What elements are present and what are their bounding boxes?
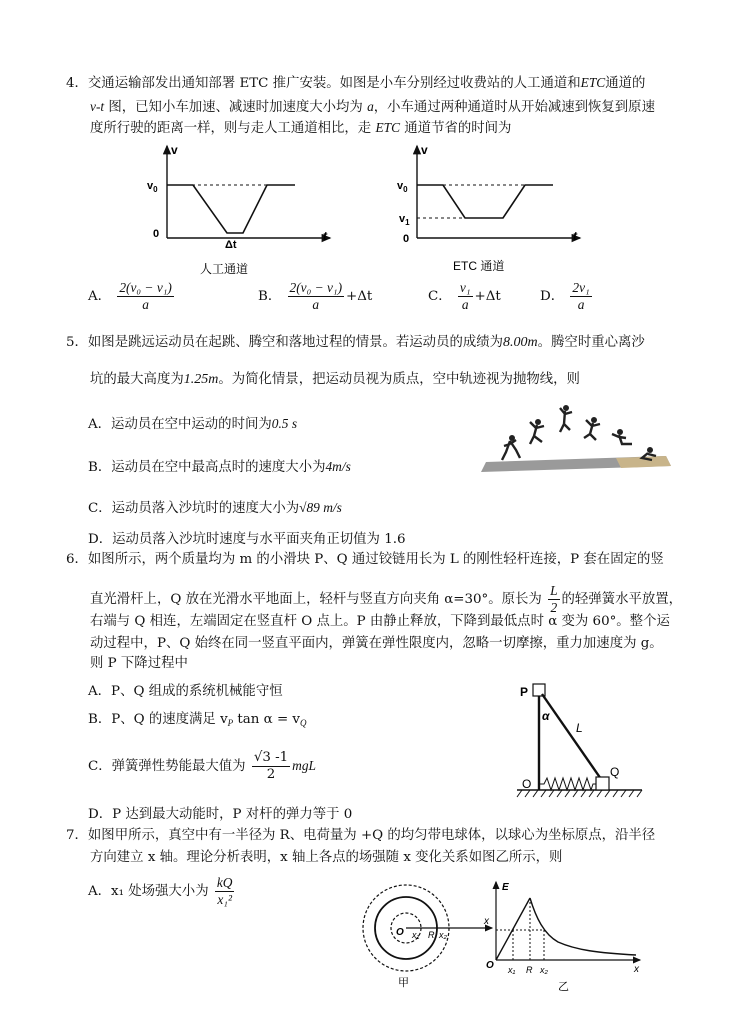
q4-g2-v-label: v bbox=[421, 143, 428, 157]
q5-option-a-text: A．运动员在空中运动的时间为 bbox=[88, 417, 272, 432]
q6-option-d-text: D．P 达到最大动能时，P 对杆的弹力等于 0 bbox=[88, 807, 353, 822]
q7-yi-label-x1: x₁ bbox=[508, 965, 516, 975]
q4-line3 bbox=[90, 118, 511, 139]
q6-text1: 如图所示，两个质量均为 m 的小滑块 P、Q 通过铰链用长为 L 的刚性轻杆连接，P 套在固定的竖 bbox=[87, 552, 664, 567]
q7-jia-label-o: O bbox=[396, 927, 404, 938]
q4-g2-curve bbox=[417, 185, 553, 218]
q6-option-c-text: C．弹簧弹性势能最大值为 bbox=[88, 759, 246, 774]
q7-jia-label-x2: x₂ bbox=[439, 930, 447, 940]
long-jump-illustration bbox=[476, 400, 676, 475]
q4-option-c-dt: +Δt bbox=[474, 289, 501, 304]
q5-text2: 坑的最大高度为 bbox=[90, 372, 184, 387]
q6-line1 bbox=[66, 550, 664, 570]
q5-option-d[interactable] bbox=[88, 528, 406, 547]
q4-g2-caption: ETC 通道 bbox=[453, 259, 505, 273]
q7-option-a-frac: $\frac{kQ}{\text{x₁²}}$ bbox=[216, 875, 233, 907]
q4-graph-manual bbox=[145, 140, 340, 280]
q4-g2-v1-label: $v_1$ bbox=[399, 213, 410, 227]
q4-g2-origin: 0 bbox=[403, 233, 410, 245]
q6-figure bbox=[512, 676, 647, 806]
q6-line5 bbox=[90, 654, 188, 674]
q7-text1: 如图甲所示，真空中有一半径为 R、电荷量为 +Q 的均匀带电球体，以球心为坐标原点，沿半径 bbox=[87, 828, 656, 843]
q4-text5: 通道节省的时间为 bbox=[400, 121, 512, 136]
q7-jia-label-x1: x₁ bbox=[412, 930, 420, 940]
q7-jia-caption: 甲 bbox=[398, 977, 409, 989]
q6-option-b-text: B．P、Q 的速度满足 v bbox=[88, 712, 228, 727]
q4-text3: ，小车通过两种通道时从开始减速到恢复到原速 bbox=[373, 100, 655, 115]
q5-option-a[interactable] bbox=[88, 413, 297, 432]
q4-option-a-label: A． bbox=[88, 289, 112, 304]
q4-etc: ETC bbox=[580, 75, 606, 90]
q6-label-o: O bbox=[522, 777, 532, 791]
q6-option-c-tail: mgL bbox=[292, 758, 316, 773]
q4-g1-origin: 0 bbox=[153, 228, 160, 240]
q6-label-p: P bbox=[520, 685, 529, 699]
q6-option-d[interactable] bbox=[88, 803, 352, 822]
q5-line2 bbox=[90, 370, 580, 390]
q7-option-a[interactable] bbox=[88, 875, 236, 908]
q4-g1-v0-label: $v_0$ bbox=[147, 180, 158, 194]
q5-text1: 如图是跳远运动员在起跳、腾空和落地过程的情景。若运动员的成绩为 bbox=[87, 335, 504, 350]
q4-line2 bbox=[90, 97, 655, 118]
q6-option-a[interactable] bbox=[88, 680, 283, 699]
q6-half-l-frac: $\frac{L}{2}$ bbox=[550, 583, 558, 615]
q7-yi-caption: 乙 bbox=[558, 981, 569, 993]
q4-option-c[interactable] bbox=[428, 280, 501, 313]
q4-option-b-dt: +Δt bbox=[346, 289, 373, 304]
q6-line4 bbox=[90, 634, 663, 654]
q4-number: 4． bbox=[66, 76, 88, 91]
q5-option-b-value: 4m/s bbox=[325, 459, 351, 474]
q4-option-d-frac: $\frac{\text{2v₁}}{a}$ bbox=[572, 280, 590, 312]
q4-text4: 度所行驶的距离一样，则与走人工通道相比，走 bbox=[90, 121, 376, 136]
jumper-silhouettes bbox=[502, 405, 656, 460]
q5-height: 1.25m bbox=[183, 372, 219, 387]
q6-option-c[interactable] bbox=[88, 750, 316, 783]
q6-text2: 直光滑杆上，Q 放在光滑水平地面上，轻杆与竖直方向夹角 α=30°。原长为 bbox=[90, 592, 542, 607]
q4-option-b-frac: $\frac{\text{2(v₀ − v₁)}}{a}$ bbox=[289, 280, 343, 312]
q5-option-c-text: C．运动员落入沙坑时的速度大小为 bbox=[88, 501, 300, 516]
q4-option-d-label: D． bbox=[540, 289, 565, 304]
q4-text: 交通运输部发出通知部署 ETC 推广安装。如图是小车分别经过收费站的人工通道和 bbox=[87, 76, 581, 91]
q4-vt: v-t bbox=[90, 99, 105, 114]
q5-text2b: 。为简化情景，把运动员视为质点，空中轨迹视为抛物线，则 bbox=[218, 372, 580, 387]
q6-block-q bbox=[596, 777, 609, 790]
q4-g2-t-label: t bbox=[573, 229, 577, 243]
q7-line2 bbox=[90, 848, 562, 868]
q4-option-b-label: B． bbox=[258, 289, 282, 304]
q4-option-c-frac: $\frac{\text{v₁}}{a}$ bbox=[459, 280, 471, 312]
q6-spring bbox=[540, 778, 596, 790]
q7-yi-label-x: x bbox=[634, 964, 639, 975]
q5-line1 bbox=[66, 333, 645, 353]
q4-g1-caption: 人工通道 bbox=[200, 262, 249, 276]
q5-option-c[interactable] bbox=[88, 497, 342, 516]
q4-g1-curve bbox=[167, 185, 295, 233]
q4-option-a[interactable] bbox=[88, 280, 176, 313]
q4-text-b: 通道的 bbox=[605, 76, 646, 91]
q4-option-d[interactable] bbox=[540, 280, 594, 313]
q4-option-c-label: C． bbox=[428, 289, 452, 304]
q5-option-d-text: D．运动员落入沙坑时速度与水平面夹角正切值为 1.6 bbox=[88, 532, 406, 547]
q4-etc2: ETC bbox=[375, 120, 401, 135]
q7-text2: 方向建立 x 轴。理论分析表明，x 轴上各点的场强随 x 变化关系如图乙所示，则 bbox=[90, 850, 563, 865]
q7-yi-label-r: R bbox=[526, 965, 533, 975]
q4-line1 bbox=[66, 73, 645, 94]
q6-text5: 则 P 下降过程中 bbox=[90, 656, 188, 671]
q6-text3: 右端与 Q 相连，左端固定在竖直杆 O 点上。P 由静止释放，下降到最低点时 α 变为 60°。整个运 bbox=[90, 614, 670, 629]
q5-option-a-value: 0.5 s bbox=[271, 416, 298, 431]
q6-text2b: 的轻弹簧水平放置， bbox=[561, 592, 683, 607]
q6-option-b[interactable] bbox=[88, 708, 306, 728]
q4-g2-v0-label: $v_0$ bbox=[397, 180, 408, 194]
q6-label-alpha: α bbox=[542, 709, 550, 723]
q6-label-q: Q bbox=[610, 765, 620, 779]
q5-number: 5． bbox=[66, 335, 88, 350]
q4-option-a-frac: $\frac{\text{2(v₀ − v₁)}}{a}$ bbox=[119, 280, 172, 312]
q6-option-b-mid: tan α = v bbox=[233, 712, 300, 727]
q5-text1b: 。腾空时重心离沙 bbox=[537, 335, 645, 350]
q6-number: 6． bbox=[66, 552, 88, 567]
q7-yi-label-o: O bbox=[486, 960, 494, 971]
q7-yi-decay-part bbox=[530, 898, 636, 955]
q6-option-c-frac: $\frac{√3 -1}{2}$ bbox=[253, 750, 289, 782]
q6-line3 bbox=[90, 612, 670, 632]
q5-option-c-value: √89 m/s bbox=[299, 500, 342, 515]
q7-jia-label-x: x bbox=[484, 916, 489, 927]
q5-option-b-text: B．运动员在空中最高点时的速度大小为 bbox=[88, 460, 326, 475]
q4-g1-v-label: v bbox=[171, 143, 178, 157]
q7-number: 7． bbox=[66, 828, 88, 843]
q7-figure-yi bbox=[478, 876, 648, 994]
q6-text4: 动过程中，P、Q 始终在同一竖直平面内，弹簧在弹性限度内，忽略一切摩擦，重力加速度为 g。 bbox=[90, 636, 663, 651]
q4-text2: 图，已知小车加速、减速时加速度大小均为 bbox=[104, 100, 368, 115]
q6-light-rod bbox=[542, 694, 601, 779]
q6-ground-hatch bbox=[517, 790, 642, 797]
q5-score: 8.00m bbox=[503, 335, 538, 350]
q4-g1-dt-label: Δt bbox=[225, 239, 237, 251]
q7-jia-label-r: R bbox=[428, 930, 435, 940]
q7-option-a-text: A．x₁ 处场强大小为 bbox=[88, 884, 209, 899]
q6-option-b-sub: P bbox=[227, 718, 234, 728]
q7-yi-label-x2: x₂ bbox=[540, 965, 548, 975]
q4-option-b[interactable] bbox=[258, 280, 372, 313]
q7-yi-label-e: E bbox=[502, 882, 509, 893]
q4-a: a bbox=[367, 99, 374, 114]
q6-label-l: L bbox=[576, 721, 583, 735]
q4-g1-t-label: t bbox=[323, 229, 327, 243]
q6-option-b-sub2: Q bbox=[299, 718, 307, 728]
q5-option-b[interactable] bbox=[88, 456, 351, 475]
q7-line1 bbox=[66, 826, 655, 846]
q6-option-a-text: A．P、Q 组成的系统机械能守恒 bbox=[88, 684, 283, 699]
q4-graph-etc bbox=[395, 140, 590, 280]
